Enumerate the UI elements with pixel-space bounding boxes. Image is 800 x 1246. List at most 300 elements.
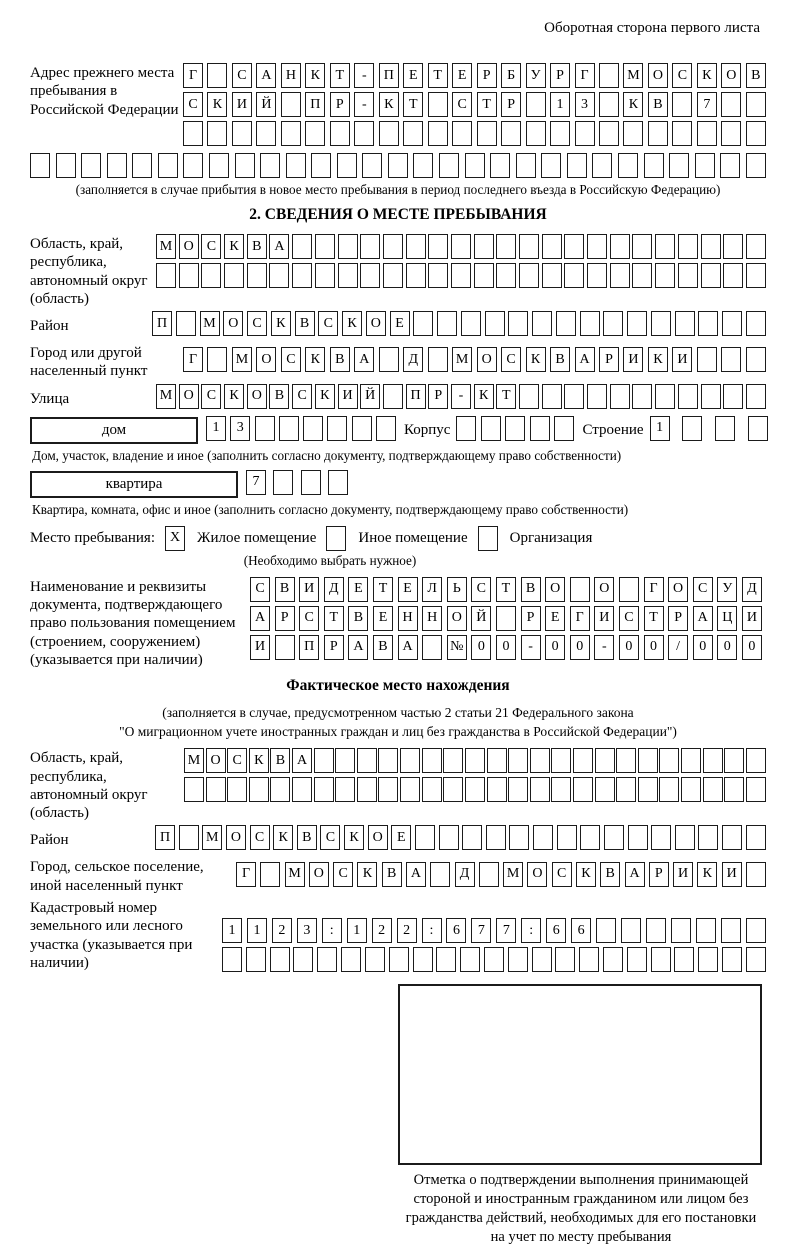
- char-cell: [674, 947, 694, 972]
- char-cell: [430, 862, 450, 887]
- char-cell: [260, 153, 280, 178]
- stroenie-label: Строение: [582, 421, 644, 438]
- char-cell: [721, 121, 741, 146]
- char-cell: [461, 311, 481, 336]
- char-cell: С: [201, 384, 221, 409]
- house-number-cells: [206, 416, 396, 441]
- char-cell: [292, 263, 312, 288]
- char-cell: [587, 234, 607, 259]
- char-cell: [465, 748, 485, 773]
- char-cell: М: [232, 347, 252, 372]
- char-cell: [249, 777, 269, 802]
- char-cell: У: [526, 63, 546, 88]
- char-cell: [724, 777, 744, 802]
- char-cell: В: [648, 92, 668, 117]
- char-cell: С: [250, 825, 270, 850]
- char-cell: [335, 777, 355, 802]
- char-cell: 0: [717, 635, 737, 660]
- char-cell: [487, 777, 507, 802]
- char-cell: С: [693, 577, 713, 602]
- char-cell: [443, 777, 463, 802]
- char-cell: П: [152, 311, 172, 336]
- char-cell: [337, 153, 357, 178]
- char-cell: Н: [398, 606, 418, 631]
- char-cell: 7: [697, 92, 717, 117]
- actual-city-label: Город, сельское поселение, иной населенный пункт: [30, 859, 204, 894]
- char-cell: 0: [570, 635, 590, 660]
- char-cell: [646, 918, 666, 943]
- char-cell: Г: [183, 63, 203, 88]
- char-cell: К: [249, 748, 269, 773]
- char-cell: 7: [471, 918, 491, 943]
- char-cell: М: [156, 384, 176, 409]
- char-cell: Л: [422, 577, 442, 602]
- char-cell: О: [668, 577, 688, 602]
- char-cell: К: [648, 347, 668, 372]
- char-cell: С: [672, 63, 692, 88]
- char-cell: [672, 92, 692, 117]
- char-cell: [697, 347, 717, 372]
- char-cell: [575, 121, 595, 146]
- char-cell: А: [354, 347, 374, 372]
- char-cell: [317, 947, 337, 972]
- char-cell: [542, 263, 562, 288]
- char-cell: [723, 263, 743, 288]
- prev-address-row-1: [183, 63, 766, 88]
- char-cell: [554, 416, 574, 441]
- char-cell: [632, 263, 652, 288]
- region-rows: [156, 234, 766, 308]
- prev-address-note: (заполняется в случае прибытия в новое место пребывания в период последнего въезда в Российскую Федерацию): [75, 182, 721, 197]
- char-cell: [314, 748, 334, 773]
- char-cell: О: [247, 384, 267, 409]
- char-cell: [530, 777, 550, 802]
- char-cell: [379, 347, 399, 372]
- char-cell: [255, 416, 275, 441]
- char-cell: [481, 416, 501, 441]
- char-cell: К: [271, 311, 291, 336]
- char-cell: [748, 416, 768, 441]
- char-cell: [360, 263, 380, 288]
- char-cell: :: [521, 918, 541, 943]
- char-cell: [451, 263, 471, 288]
- char-cell: [610, 234, 630, 259]
- prev-address-row-3: [183, 121, 766, 146]
- char-cell: [207, 121, 227, 146]
- char-cell: 6: [446, 918, 466, 943]
- char-cell: [669, 153, 689, 178]
- cadastre-rows: [222, 918, 766, 976]
- char-cell: [551, 748, 571, 773]
- char-cell: А: [348, 635, 368, 660]
- apartment-row: [30, 470, 766, 499]
- char-cell: О: [309, 862, 329, 887]
- char-cell: [477, 121, 497, 146]
- char-cell: [496, 606, 516, 631]
- char-cell: [632, 234, 652, 259]
- char-cell: [413, 311, 433, 336]
- char-cell: М: [156, 234, 176, 259]
- actual-city-row: [236, 862, 766, 887]
- residential-label: Жилое помещение: [197, 529, 317, 546]
- char-cell: С: [232, 63, 252, 88]
- char-cell: [746, 234, 766, 259]
- char-cell: [542, 384, 562, 409]
- char-cell: Н: [281, 63, 301, 88]
- char-cell: [338, 263, 358, 288]
- char-cell: Р: [324, 635, 344, 660]
- char-cell: [651, 311, 671, 336]
- char-cell: [301, 470, 321, 495]
- char-cell: [627, 311, 647, 336]
- char-cell: [107, 153, 127, 178]
- char-cell: Е: [545, 606, 565, 631]
- char-cell: [675, 825, 695, 850]
- char-cell: 0: [644, 635, 664, 660]
- region-row-1: [156, 234, 766, 259]
- char-cell: [206, 777, 226, 802]
- char-cell: Е: [373, 606, 393, 631]
- char-cell: Е: [391, 825, 411, 850]
- char-cell: 2: [272, 918, 292, 943]
- char-cell: [292, 777, 312, 802]
- cadastre-label: Кадастровый номер земельного или лесного участка (указывается при наличии): [30, 900, 193, 971]
- char-cell: [335, 748, 355, 773]
- char-cell: А: [693, 606, 713, 631]
- char-cell: И: [299, 577, 319, 602]
- char-cell: [746, 384, 766, 409]
- char-cell: [209, 153, 229, 178]
- char-cell: [256, 121, 276, 146]
- char-cell: Т: [644, 606, 664, 631]
- char-cell: Е: [452, 63, 472, 88]
- char-cell: [595, 777, 615, 802]
- organization-label: Организация: [509, 529, 593, 546]
- char-cell: [695, 153, 715, 178]
- char-cell: [530, 416, 550, 441]
- char-cell: [567, 153, 587, 178]
- char-cell: В: [550, 347, 570, 372]
- district-block: [30, 311, 766, 340]
- char-cell: Н: [422, 606, 442, 631]
- char-cell: [618, 153, 638, 178]
- char-cell: [207, 347, 227, 372]
- char-cell: [530, 748, 550, 773]
- char-cell: [746, 918, 766, 943]
- char-cell: И: [623, 347, 643, 372]
- char-cell: [681, 777, 701, 802]
- char-cell: Г: [236, 862, 256, 887]
- char-cell: [675, 311, 695, 336]
- char-cell: Й: [471, 606, 491, 631]
- char-cell: Р: [668, 606, 688, 631]
- char-cell: О: [721, 63, 741, 88]
- document-row-2: [250, 606, 762, 631]
- char-cell: 1: [650, 416, 670, 441]
- char-cell: [275, 635, 295, 660]
- char-cell: [564, 384, 584, 409]
- char-cell: Г: [644, 577, 664, 602]
- char-cell: О: [179, 384, 199, 409]
- char-cell: [696, 918, 716, 943]
- char-cell: [632, 384, 652, 409]
- char-cell: В: [746, 63, 766, 88]
- actual-location-title: Фактическое место нахождения: [286, 677, 510, 695]
- char-cell: К: [305, 347, 325, 372]
- char-cell: [532, 947, 552, 972]
- char-cell: [452, 121, 472, 146]
- house-note: Дом, участок, владение и иное (заполнить согласно документу, подтверждающему право собственности): [32, 447, 622, 463]
- char-cell: К: [315, 384, 335, 409]
- char-cell: [270, 777, 290, 802]
- char-cell: [81, 153, 101, 178]
- char-cell: 3: [230, 416, 250, 441]
- char-cell: Т: [496, 577, 516, 602]
- cadastre-row-1: [222, 918, 766, 943]
- char-cell: 6: [546, 918, 566, 943]
- char-cell: С: [619, 606, 639, 631]
- char-cell: [378, 748, 398, 773]
- char-cell: [456, 416, 476, 441]
- char-cell: С: [201, 234, 221, 259]
- char-cell: [179, 263, 199, 288]
- char-cell: [270, 947, 290, 972]
- char-cell: [628, 825, 648, 850]
- char-cell: [648, 121, 668, 146]
- char-cell: В: [275, 577, 295, 602]
- char-cell: -: [594, 635, 614, 660]
- char-cell: [638, 777, 658, 802]
- street-block: [30, 384, 766, 413]
- char-cell: Ь: [447, 577, 467, 602]
- char-cell: [651, 825, 671, 850]
- city-label: Город или другой населенный пункт: [30, 345, 148, 380]
- char-cell: [550, 121, 570, 146]
- char-cell: [681, 748, 701, 773]
- char-cell: [413, 947, 433, 972]
- char-cell: [311, 153, 331, 178]
- char-cell: В: [373, 635, 393, 660]
- char-cell: С: [471, 577, 491, 602]
- char-cell: [388, 153, 408, 178]
- char-cell: [246, 947, 266, 972]
- char-cell: [599, 92, 619, 117]
- char-cell: С: [250, 577, 270, 602]
- char-cell: [698, 311, 718, 336]
- char-cell: 1: [347, 918, 367, 943]
- char-cell: [479, 862, 499, 887]
- stamp-section: [398, 984, 764, 1246]
- char-cell: [357, 748, 377, 773]
- document-row-1: [250, 577, 762, 602]
- organization-checkbox: [478, 526, 498, 551]
- char-cell: [508, 777, 528, 802]
- char-cell: [474, 263, 494, 288]
- char-cell: [224, 263, 244, 288]
- char-cell: [659, 748, 679, 773]
- char-cell: О: [368, 825, 388, 850]
- region-block: [30, 234, 766, 308]
- char-cell: [484, 947, 504, 972]
- char-cell: Т: [428, 63, 448, 88]
- char-cell: Р: [330, 92, 350, 117]
- char-cell: [508, 947, 528, 972]
- char-cell: О: [366, 311, 386, 336]
- char-cell: [357, 777, 377, 802]
- char-cell: [273, 470, 293, 495]
- char-cell: [698, 825, 718, 850]
- char-cell: [465, 777, 485, 802]
- actual-location-note-2: "О миграционном учете иностранных граждан и лиц без гражданства в Российской Федерации"): [119, 724, 677, 740]
- char-cell: А: [250, 606, 270, 631]
- char-cell: 7: [246, 470, 266, 495]
- prev-address-label: Адрес прежнего места пребывания в Российской Федерации: [30, 65, 179, 118]
- char-cell: К: [526, 347, 546, 372]
- actual-district-block: [30, 825, 766, 854]
- char-cell: [428, 92, 448, 117]
- char-cell: [746, 92, 766, 117]
- char-cell: [281, 121, 301, 146]
- stay-type-hint: (Необходимо выбрать нужное): [243, 552, 417, 568]
- char-cell: В: [247, 234, 267, 259]
- actual-district-row: [155, 825, 766, 850]
- char-cell: 0: [471, 635, 491, 660]
- char-cell: 1: [247, 918, 267, 943]
- char-cell: [183, 153, 203, 178]
- char-cell: В: [600, 862, 620, 887]
- char-cell: [672, 121, 692, 146]
- char-cell: [721, 347, 741, 372]
- char-cell: П: [379, 63, 399, 88]
- region-label: Область, край, республика, автономный округ (область): [30, 236, 148, 307]
- char-cell: [603, 947, 623, 972]
- char-cell: О: [594, 577, 614, 602]
- char-cell: [474, 234, 494, 259]
- char-cell: [720, 153, 740, 178]
- char-cell: Д: [742, 577, 762, 602]
- stay-type-row: [30, 526, 766, 551]
- char-cell: [305, 121, 325, 146]
- char-cell: [496, 263, 516, 288]
- char-cell: [587, 384, 607, 409]
- char-cell: 0: [545, 635, 565, 660]
- char-cell: [616, 748, 636, 773]
- char-cell: [651, 947, 671, 972]
- char-cell: :: [422, 918, 442, 943]
- prev-address-section: [30, 63, 766, 150]
- char-cell: [533, 825, 553, 850]
- char-cell: [314, 777, 334, 802]
- actual-city-block: [30, 857, 766, 895]
- char-cell: -: [451, 384, 471, 409]
- char-cell: [379, 121, 399, 146]
- actual-region-label: Область, край, республика, автономный округ (область): [30, 750, 148, 822]
- char-cell: П: [305, 92, 325, 117]
- char-cell: А: [256, 63, 276, 88]
- char-cell: [422, 635, 442, 660]
- char-cell: [556, 311, 576, 336]
- char-cell: [360, 234, 380, 259]
- char-cell: 6: [571, 918, 591, 943]
- char-cell: -: [354, 63, 374, 88]
- char-cell: [490, 153, 510, 178]
- char-cell: К: [357, 862, 377, 887]
- char-cell: [557, 825, 577, 850]
- char-cell: [701, 384, 721, 409]
- char-cell: [465, 153, 485, 178]
- stamp-area: [398, 984, 762, 1165]
- actual-district-label: Район: [30, 832, 69, 849]
- char-cell: К: [379, 92, 399, 117]
- char-cell: Й: [256, 92, 276, 117]
- char-cell: [428, 121, 448, 146]
- char-cell: [207, 63, 227, 88]
- char-cell: [541, 153, 561, 178]
- document-rows: [250, 577, 762, 669]
- char-cell: [383, 234, 403, 259]
- char-cell: [501, 121, 521, 146]
- char-cell: [443, 748, 463, 773]
- char-cell: [389, 947, 409, 972]
- apartment-cells: [246, 470, 348, 495]
- char-cell: Р: [521, 606, 541, 631]
- char-cell: [722, 311, 742, 336]
- char-cell: [715, 416, 735, 441]
- residential-checkbox: X: [165, 526, 185, 551]
- city-row: [183, 347, 766, 372]
- char-cell: [400, 777, 420, 802]
- char-cell: [460, 947, 480, 972]
- char-cell: [383, 263, 403, 288]
- char-cell: [247, 263, 267, 288]
- char-cell: В: [297, 825, 317, 850]
- char-cell: [279, 416, 299, 441]
- char-cell: М: [623, 63, 643, 88]
- char-cell: [439, 153, 459, 178]
- char-cell: [341, 947, 361, 972]
- char-cell: О: [648, 63, 668, 88]
- char-cell: [701, 234, 721, 259]
- char-cell: Е: [398, 577, 418, 602]
- char-cell: [564, 263, 584, 288]
- char-cell: [286, 153, 306, 178]
- char-cell: [132, 153, 152, 178]
- char-cell: Т: [373, 577, 393, 602]
- char-cell: [655, 384, 675, 409]
- char-cell: В: [295, 311, 315, 336]
- char-cell: Т: [330, 63, 350, 88]
- char-cell: О: [179, 234, 199, 259]
- char-cell: [400, 748, 420, 773]
- char-cell: [564, 234, 584, 259]
- char-cell: А: [269, 234, 289, 259]
- char-cell: [232, 121, 252, 146]
- char-cell: [378, 777, 398, 802]
- char-cell: [328, 470, 348, 495]
- other-premises-label: Иное помещение: [358, 529, 468, 546]
- char-cell: [486, 825, 506, 850]
- char-cell: [485, 311, 505, 336]
- char-cell: [496, 234, 516, 259]
- char-cell: С: [247, 311, 267, 336]
- char-cell: [746, 748, 766, 773]
- actual-location-note-1: (заполняется в случае, предусмотренном частью 2 статьи 21 Федерального закона: [162, 705, 634, 721]
- char-cell: С: [299, 606, 319, 631]
- cadastre-block: [30, 898, 766, 976]
- char-cell: [532, 311, 552, 336]
- char-cell: [746, 347, 766, 372]
- char-cell: [604, 825, 624, 850]
